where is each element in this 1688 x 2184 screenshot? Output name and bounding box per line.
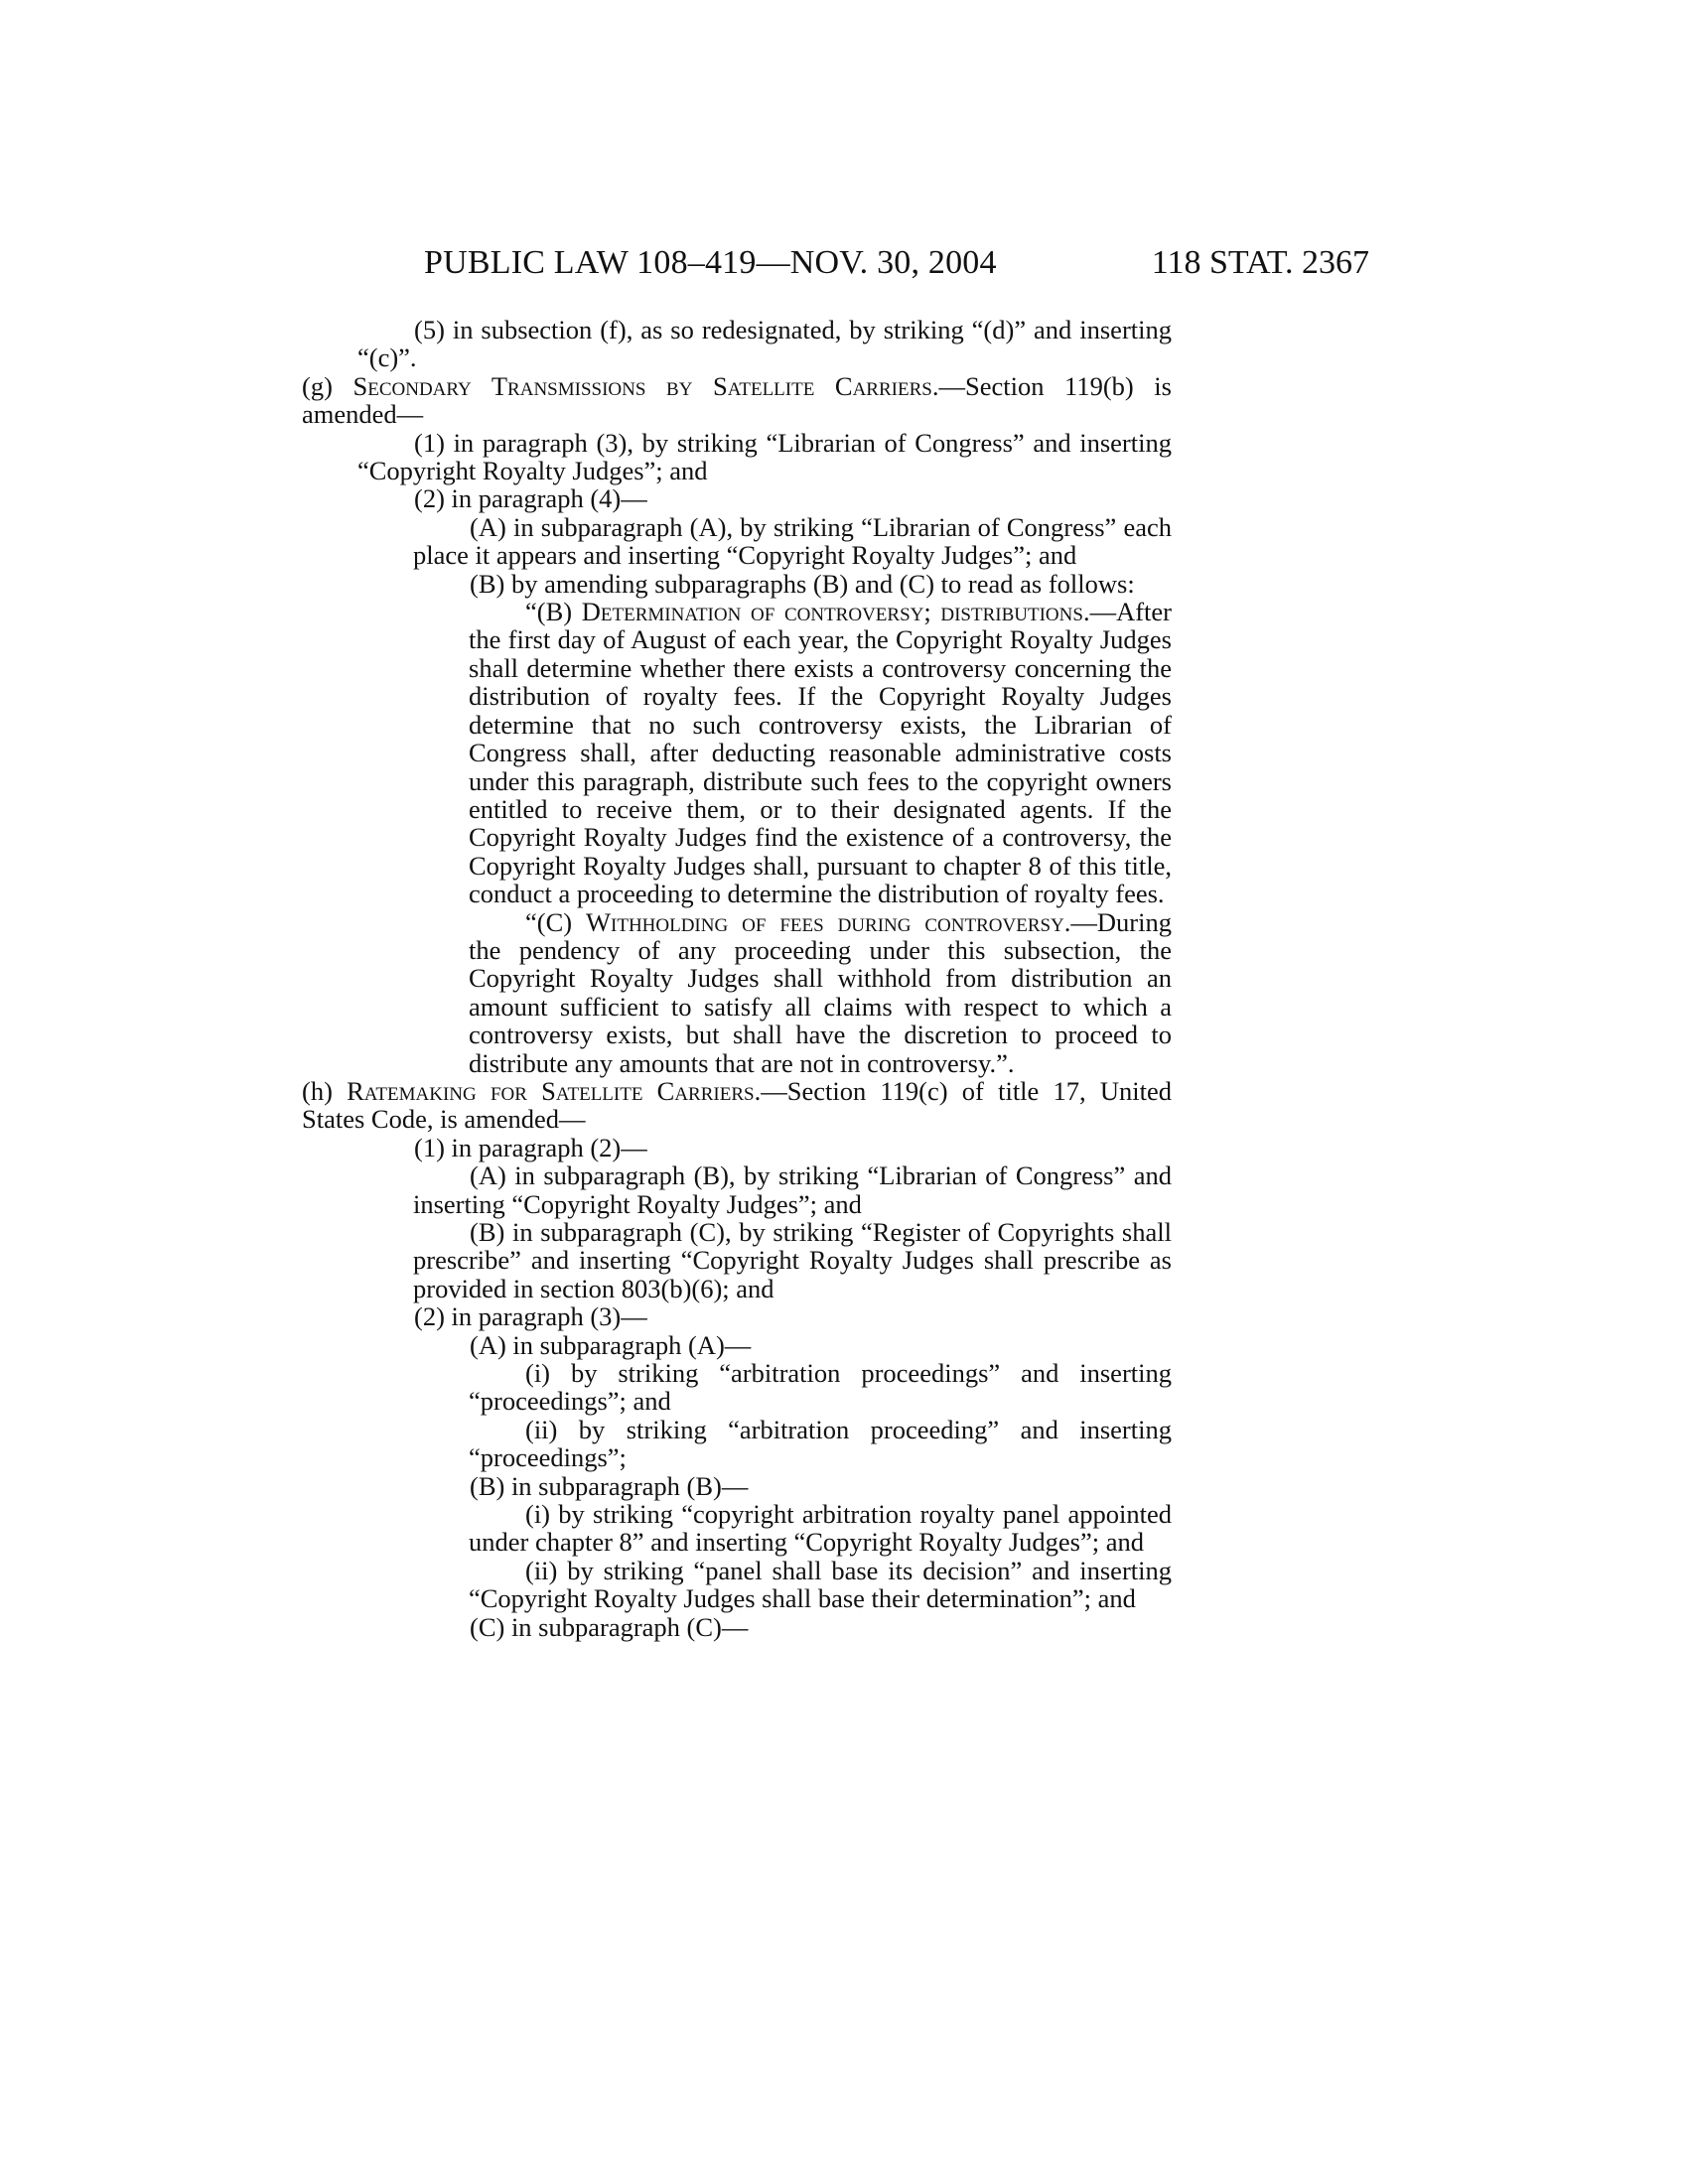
clause <box>302 1557 1172 1613</box>
subparagraph <box>302 1218 1172 1302</box>
subsection-enum: (h) <box>302 1075 348 1106</box>
subparagraph <box>302 570 1172 598</box>
subparagraph <box>302 513 1172 570</box>
paragraph-text: (A) in subparagraph (B), by striking “Librarian of Congress” and inserting “Copyright Royalty Judges”; and <box>413 1160 1172 1219</box>
subparagraph-enum: “(C) <box>525 906 586 937</box>
quoted-subparagraph-b <box>302 598 1172 907</box>
subparagraph-enum: “(B) <box>525 597 582 627</box>
page-header <box>424 244 1369 288</box>
subsection-h <box>302 1077 1172 1134</box>
subsection-g <box>302 372 1172 429</box>
clause <box>302 1500 1172 1557</box>
statute-body <box>302 316 1172 1641</box>
paragraph-text: (1) in paragraph (3), by striking “Librarian of Congress” and inserting “Copyright Royalty Judges”; and <box>357 427 1172 486</box>
running-head: PUBLIC LAW 108–419—NOV. 30, 2004 <box>424 244 997 281</box>
clause <box>302 1416 1172 1472</box>
subsection-heading: Ratemaking for Satellite Carriers <box>347 1075 755 1106</box>
paragraph-text: (ii) by striking “panel shall base its decision” and inserting “Copyright Royalty Judges shall base their determination”; and <box>469 1555 1172 1614</box>
paragraph-text: (C) in subparagraph (C)— <box>470 1611 749 1642</box>
paragraph-text: (A) in subparagraph (A), by striking “Librarian of Congress” each place it appears and inserting “Copyright Royalty Judges”; and <box>413 511 1172 571</box>
paragraph-text: (2) in paragraph (4)— <box>414 483 647 514</box>
paragraph <box>302 484 1172 512</box>
paragraph <box>302 316 1172 372</box>
subparagraph <box>302 1331 1172 1359</box>
subparagraph-heading: Withholding of fees during controversy <box>586 906 1064 937</box>
paragraph <box>302 1302 1172 1330</box>
paragraph-text: (B) by amending subparagraphs (B) and (C) to read as follows: <box>470 568 1135 599</box>
paragraph <box>302 429 1172 485</box>
subsection-enum: (g) <box>302 370 353 401</box>
subparagraph <box>302 1613 1172 1641</box>
paragraph-text: (5) in subsection (f), as so redesignated, by striking “(d)” and inserting “(c)”. <box>357 315 1172 373</box>
subparagraph-heading: Determination of controversy; distributions <box>581 597 1083 627</box>
statute-page-number: 118 STAT. 2367 <box>1151 244 1369 281</box>
subparagraph <box>302 1161 1172 1218</box>
paragraph-text: (i) by striking “copyright arbitration royalty panel appointed under chapter 8” and inserting “Copyright Royalty Judges”; and <box>469 1499 1172 1558</box>
paragraph-text: .—Section 119(b) is amended— <box>302 370 1172 430</box>
paragraph-text: (ii) by striking “arbitration proceeding” and inserting “proceedings”; <box>469 1414 1172 1473</box>
paragraph-text: .—During the pendency of any proceeding under this subsection, the Copyright Royalty Judges shall withhold from distribution an amount sufficient to satisfy all claims with respect to which a controversy exists, but shall have the discretion to proceed to distribute any amounts that are not in controversy.”. <box>469 906 1172 1078</box>
paragraph-text: (1) in paragraph (2)— <box>414 1132 647 1162</box>
paragraph-text: (B) in subparagraph (C), by striking “Register of Copyrights shall prescribe” and inserting “Copyright Royalty Judges shall prescribe as provided in section 803(b)(6); and <box>413 1217 1172 1303</box>
subsection-heading: Secondary Transmissions by Satellite Carriers <box>352 370 932 401</box>
clause <box>302 1359 1172 1416</box>
paragraph-text: .—Section 119(c) of title 17, United States Code, is amended— <box>302 1075 1172 1135</box>
quoted-subparagraph-c <box>302 908 1172 1077</box>
paragraph-text: (i) by striking “arbitration proceedings” and inserting “proceedings”; and <box>469 1358 1172 1417</box>
paragraph-text: .—After the first day of August of each year, the Copyright Royalty Judges shall determine whether there exists a controversy concerning the distribution of royalty fees. If the Copyright Royalty Judges determine that no such controversy exists, the Librarian of Congress shall, after deducting reasonable administrative costs under this paragraph, distribute such fees to the copyright owners entitled to receive them, or to their designated agents. If the Copyright Royalty Judges find the existence of a controversy, the Copyright Royalty Judges shall, pursuant to chapter 8 of this title, conduct a proceeding to determine the distribution of royalty fees. <box>469 597 1172 909</box>
subparagraph <box>302 1472 1172 1500</box>
paragraph <box>302 1134 1172 1161</box>
paragraph-text: (B) in subparagraph (B)— <box>470 1470 749 1501</box>
paragraph-text: (2) in paragraph (3)— <box>414 1301 647 1332</box>
paragraph-text: (A) in subparagraph (A)— <box>470 1329 752 1360</box>
